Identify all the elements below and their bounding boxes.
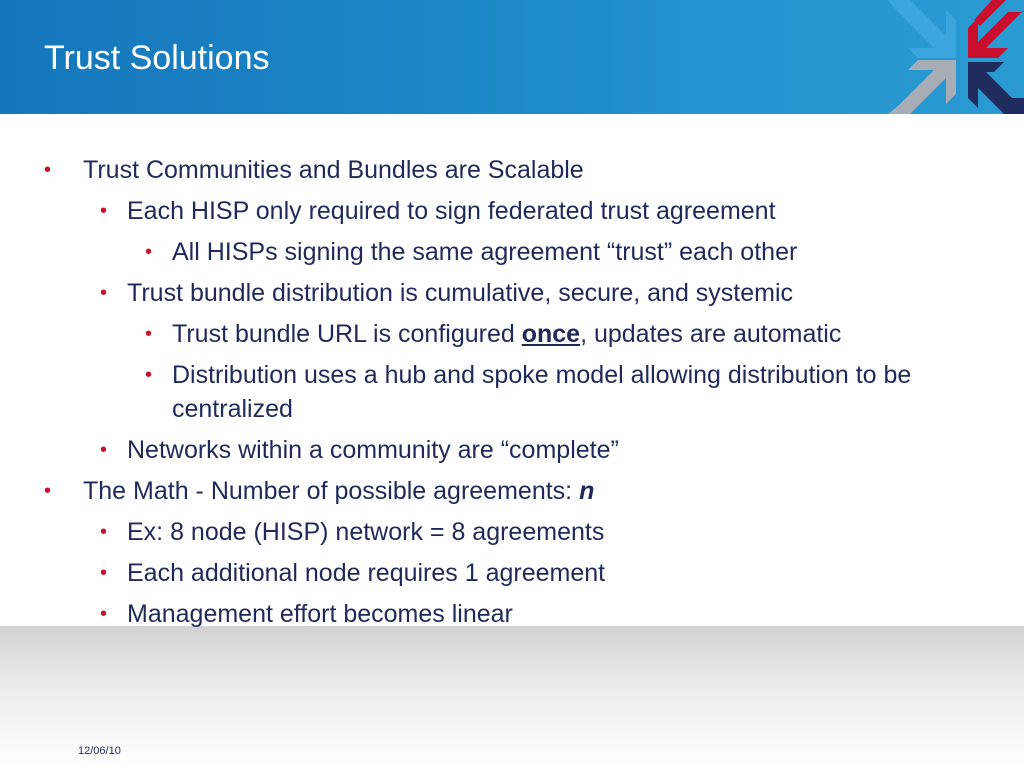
bullet-item	[0, 276, 987, 310]
bullet-dot: •	[145, 323, 153, 345]
bullet-dot: •	[145, 241, 153, 263]
bullet-list	[0, 153, 1024, 638]
footer-gradient-band	[0, 626, 1024, 768]
bullet-dot: •	[100, 521, 108, 543]
logo-arrow-navy	[968, 62, 1024, 114]
bullet-emphasis-n: n	[579, 477, 595, 505]
bullet-item	[0, 317, 987, 351]
bullet-text: Ex: 8 node (HISP) network = 8 agreements	[127, 518, 605, 546]
bullet-item	[0, 515, 987, 549]
bullet-dot: •	[100, 200, 108, 222]
bullet-item	[0, 433, 987, 467]
bullet-text: Management effort becomes linear	[127, 600, 513, 628]
bullet-text-before: Trust bundle URL is configured	[172, 320, 522, 348]
bullet-dot: •	[100, 603, 108, 625]
bullet-text-before: The Math - Number of possible agreements:	[83, 477, 580, 505]
bullet-text: Each HISP only required to sign federated trust agreement	[127, 197, 776, 225]
bullet-text-after: , updates are automatic	[580, 320, 842, 348]
bullet-text: Trust bundle distribution is cumulative, secure, and systemic	[127, 279, 794, 307]
bullet-dot: •	[44, 480, 52, 502]
slide-title: Trust Solutions	[44, 39, 270, 77]
bullet-dot: •	[100, 439, 108, 461]
bullet-text: Trust Communities and Bundles are Scalable	[83, 156, 584, 184]
bullet-item	[0, 194, 987, 228]
logo-arrow-blue	[888, 0, 956, 58]
bullet-item	[0, 597, 987, 631]
bullet-dot: •	[100, 562, 108, 584]
bullet-emphasis-once: once	[521, 320, 581, 348]
bullet-item	[0, 235, 987, 269]
bullet-item	[0, 358, 987, 426]
header-bar	[0, 0, 1024, 114]
bullet-item	[0, 153, 973, 187]
four-arrows-converging-logo-icon	[888, 0, 1024, 114]
bullet-item	[0, 474, 973, 508]
bullet-item	[0, 556, 987, 590]
slide-date: 12/06/10	[78, 745, 121, 757]
bullet-dot: •	[100, 282, 108, 304]
bullet-dot: •	[145, 364, 153, 386]
bullet-text: All HISPs signing the same agreement “trust” each other	[172, 238, 798, 266]
logo-arrow-red	[968, 10, 1024, 58]
logo-arrow-gray	[888, 60, 956, 114]
bullet-dot: •	[44, 159, 52, 181]
bullet-text: Each additional node requires 1 agreement	[127, 559, 606, 587]
bullet-text: Distribution uses a hub and spoke model allowing distribution to be centralized	[172, 361, 912, 423]
bullet-text: Networks within a community are “complete”	[127, 436, 619, 464]
